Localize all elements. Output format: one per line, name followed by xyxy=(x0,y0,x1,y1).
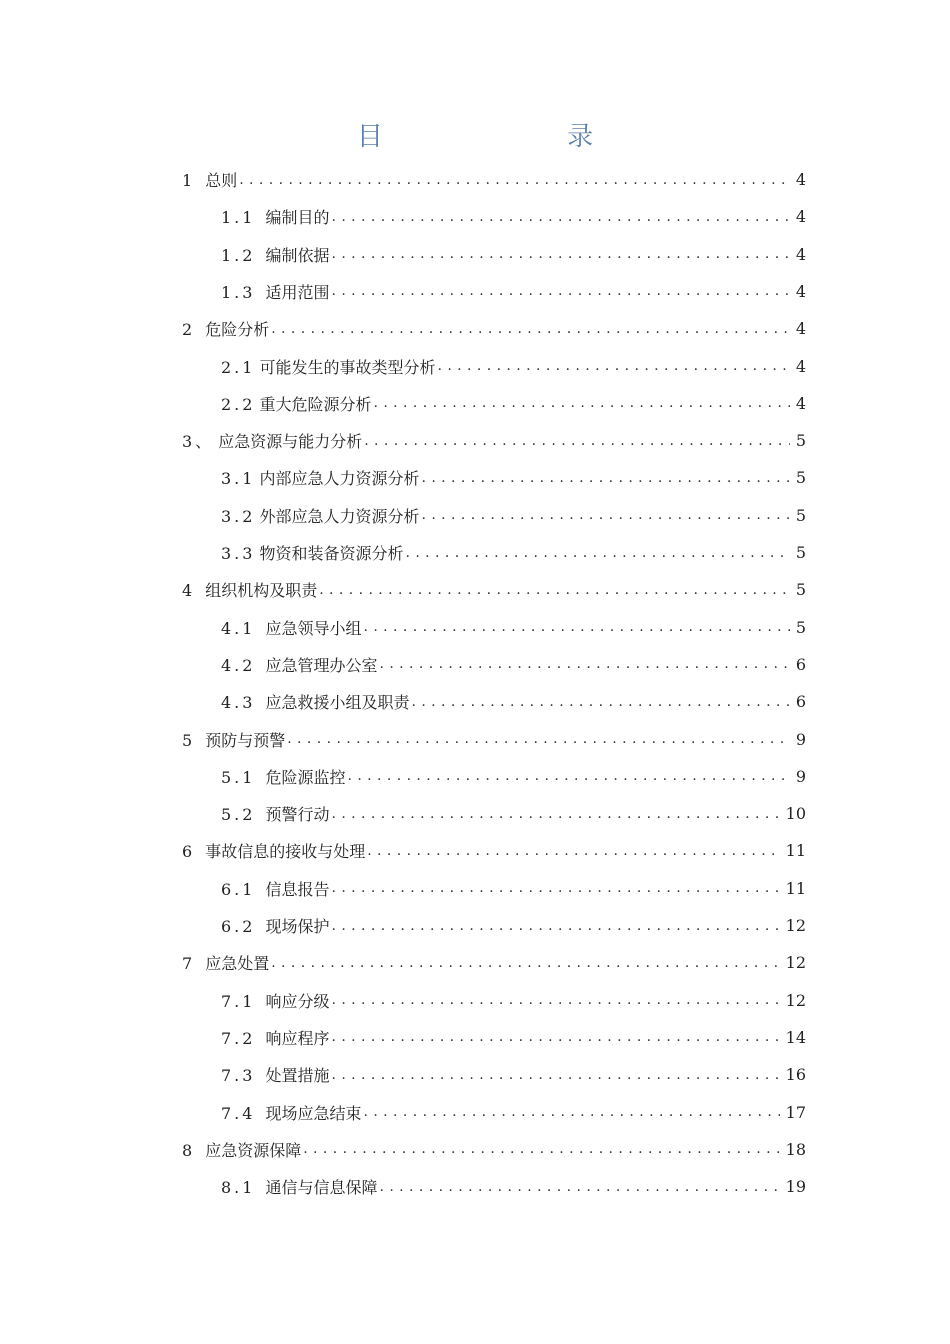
toc-entry-page: 5 xyxy=(795,431,806,451)
toc-entry[interactable] xyxy=(182,310,806,347)
toc-entry-text: 重大危险源分析 xyxy=(259,394,372,414)
toc-entry-number: 4.2 xyxy=(221,655,256,675)
toc-leader-dots xyxy=(437,358,789,374)
toc-entry-text: 适用范围 xyxy=(265,282,330,302)
toc-entry-label xyxy=(182,728,285,751)
toc-entry-number: 2 xyxy=(182,320,196,340)
toc-entry-number: 7.2 xyxy=(221,1028,256,1048)
toc-leader-dots xyxy=(287,731,790,747)
toc-entry-text: 编制依据 xyxy=(265,245,330,265)
toc-entry-page: 5 xyxy=(795,580,806,600)
toc-entry[interactable] xyxy=(221,1168,806,1205)
toc-entry-page: 5 xyxy=(795,468,806,488)
toc-entry-number: 3.1 xyxy=(221,469,256,489)
toc-entry[interactable] xyxy=(221,609,806,646)
toc-entry-number: 3.2 xyxy=(221,506,256,526)
toc-entry[interactable] xyxy=(182,571,806,608)
toc-entry-number: 8 xyxy=(182,1140,196,1160)
toc-entry-label xyxy=(221,1026,329,1049)
toc-leader-dots xyxy=(364,433,790,449)
toc-entry-page: 4 xyxy=(795,281,806,301)
toc-entry-number: 2.2 xyxy=(221,394,256,414)
toc-entry-text: 组织机构及职责 xyxy=(205,581,318,601)
toc-leader-dots xyxy=(331,1067,779,1083)
toc-entry[interactable] xyxy=(221,982,806,1019)
toc-entry-page: 5 xyxy=(795,617,806,637)
toc-leader-dots xyxy=(331,880,779,896)
toc-entry-label xyxy=(221,541,403,564)
toc-entry-text: 应急救援小组及职责 xyxy=(265,693,410,713)
toc-entry-page: 4 xyxy=(795,356,806,376)
toc-leader-dots xyxy=(347,768,789,784)
toc-entry-number: 1.2 xyxy=(221,245,256,265)
toc-entry-label xyxy=(221,205,329,228)
toc-entry-page: 5 xyxy=(795,543,806,562)
toc-entry-number: 6.1 xyxy=(221,879,256,899)
toc-entry-text: 应急处置 xyxy=(205,954,270,974)
toc-entry-page: 4 xyxy=(795,207,806,227)
toc-leader-dots xyxy=(363,619,789,635)
toc-entry[interactable] xyxy=(221,1019,806,1056)
toc-entry-page: 11 xyxy=(785,878,806,898)
toc-entry-text: 应急领导小组 xyxy=(265,618,362,638)
toc-entry-page: 9 xyxy=(795,766,806,786)
toc-leader-dots xyxy=(239,172,790,188)
toc-entry-text: 物资和装备资源分析 xyxy=(259,544,404,563)
toc-leader-dots xyxy=(271,321,790,337)
toc-entry-number: 3.3 xyxy=(221,544,256,563)
toc-entry-number: 7.1 xyxy=(221,991,256,1011)
toc-entry-page: 12 xyxy=(785,953,806,973)
toc-entry-number: 7 xyxy=(182,954,196,974)
toc-entry-label xyxy=(182,1138,301,1161)
toc-entry[interactable] xyxy=(221,646,806,683)
toc-entry-page: 6 xyxy=(795,654,806,674)
toc-entry-text: 信息报告 xyxy=(265,879,330,899)
toc-entry[interactable] xyxy=(221,534,806,571)
toc-leader-dots xyxy=(379,656,789,672)
toc-entry[interactable] xyxy=(221,795,806,832)
toc-entry-number: 4.3 xyxy=(221,693,256,713)
toc-entry-page: 5 xyxy=(795,505,806,525)
toc-entry[interactable] xyxy=(182,721,806,758)
toc-leader-dots xyxy=(379,1179,779,1195)
toc-entry-text: 编制目的 xyxy=(265,208,330,228)
toc-entry[interactable] xyxy=(182,422,806,459)
toc-leader-dots xyxy=(331,246,789,262)
toc-entry-label xyxy=(221,653,377,676)
toc-leader-dots xyxy=(319,582,790,598)
toc-entry-text: 预警行动 xyxy=(265,805,330,825)
toc-entry-text: 危险源监控 xyxy=(265,767,346,787)
toc-leader-dots xyxy=(331,918,779,934)
toc-entry[interactable] xyxy=(182,161,806,198)
toc-entry-label xyxy=(221,765,345,788)
toc-entry-text: 外部应急人力资源分析 xyxy=(259,506,420,526)
toc-entry-label xyxy=(221,989,329,1012)
toc-entry-text: 危险分析 xyxy=(205,320,270,340)
toc-entry-label xyxy=(182,429,362,452)
toc-entry[interactable] xyxy=(182,944,806,981)
toc-entry-label xyxy=(182,951,269,974)
toc-entry-number: 4.1 xyxy=(221,618,256,638)
toc-entry-number: 5.1 xyxy=(221,767,256,787)
toc-leader-dots xyxy=(421,470,789,486)
toc-entry-text: 现场应急结束 xyxy=(265,1103,362,1123)
toc-entry-label xyxy=(221,914,329,937)
toc-leader-dots xyxy=(271,955,779,971)
toc-entry-page: 16 xyxy=(785,1065,806,1085)
toc-entry-label xyxy=(221,392,371,415)
toc-entry-page: 4 xyxy=(795,244,806,264)
toc-entry-label xyxy=(221,877,329,900)
toc-entry[interactable] xyxy=(182,832,806,869)
toc-entry[interactable] xyxy=(221,497,806,534)
toc-entry-label xyxy=(221,802,329,825)
toc-entry-label xyxy=(221,1063,329,1086)
toc-leader-dots xyxy=(373,395,789,411)
toc-entry[interactable] xyxy=(221,870,806,907)
toc-entry-number: 4 xyxy=(182,581,196,601)
toc-leader-dots xyxy=(421,507,789,523)
toc-entry-page: 10 xyxy=(785,804,806,824)
toc-leader-dots xyxy=(331,1029,779,1045)
toc-entry-label xyxy=(221,243,329,266)
toc-entry-page: 18 xyxy=(785,1139,806,1159)
toc-leader-dots xyxy=(363,1104,779,1120)
toc-leader-dots xyxy=(367,843,779,859)
toc-entry-page: 12 xyxy=(785,990,806,1010)
toc-entry-text: 应急资源与能力分析 xyxy=(218,432,363,452)
toc-entry-page: 17 xyxy=(785,1102,806,1122)
toc-entry-page: 19 xyxy=(785,1177,806,1197)
toc-entry[interactable] xyxy=(221,1056,806,1093)
toc-entry-label xyxy=(221,280,329,303)
toc-leader-dots xyxy=(411,694,789,710)
toc-entry-page: 4 xyxy=(795,170,806,189)
toc-leader-dots xyxy=(331,806,779,822)
toc-entry[interactable] xyxy=(221,385,806,422)
toc-entry-page: 11 xyxy=(785,841,806,861)
toc-entry[interactable] xyxy=(221,683,806,720)
toc-entry-number: 5 xyxy=(182,730,196,750)
toc-entry[interactable] xyxy=(221,348,806,385)
toc-entry-text: 内部应急人力资源分析 xyxy=(259,469,420,489)
toc-entry-text: 处置措施 xyxy=(265,1066,330,1086)
toc-entry-number: 2.1 xyxy=(221,357,256,377)
toc-entry-label xyxy=(221,504,419,527)
toc-entry-text: 事故信息的接收与处理 xyxy=(205,842,366,862)
toc-entry-text: 预防与预警 xyxy=(205,730,286,750)
toc-entry-label xyxy=(182,317,269,340)
toc-entry-page: 4 xyxy=(795,319,806,339)
toc-entry-label xyxy=(221,690,409,713)
toc-entry-text: 应急管理办公室 xyxy=(265,655,378,675)
toc-entry[interactable] xyxy=(221,236,806,273)
toc-entry[interactable] xyxy=(221,907,806,944)
toc-entry-page: 14 xyxy=(785,1027,806,1047)
toc-entry-number: 7.3 xyxy=(221,1066,256,1086)
toc-entry-number: 1.3 xyxy=(221,282,256,302)
toc-entry-text: 通信与信息保障 xyxy=(265,1178,378,1198)
toc-leader-dots xyxy=(331,209,789,225)
toc-leader-dots xyxy=(331,283,789,299)
toc-entry-page: 9 xyxy=(795,729,806,749)
toc-title: 目 录 xyxy=(356,122,682,152)
toc-entry-label xyxy=(182,839,365,862)
toc-entry-page: 12 xyxy=(785,916,806,935)
toc-entry-page: 6 xyxy=(795,692,806,712)
toc-entry-label xyxy=(221,466,419,489)
toc-entry-text: 响应分级 xyxy=(265,991,330,1011)
toc-entry-text: 应急资源保障 xyxy=(205,1140,302,1160)
toc-entry-text: 可能发生的事故类型分析 xyxy=(259,357,436,377)
toc-entry-label xyxy=(221,616,361,639)
toc-entry-number: 5.2 xyxy=(221,805,256,825)
toc-entry-number: 1.1 xyxy=(221,208,256,228)
toc-entry-label xyxy=(182,168,237,191)
toc-entry-number: 7.4 xyxy=(221,1103,256,1123)
toc-entry-label xyxy=(182,578,317,601)
toc-entry[interactable] xyxy=(221,758,806,795)
toc-entry-text: 现场保护 xyxy=(265,917,330,936)
toc-leader-dots xyxy=(331,992,779,1008)
toc-entry[interactable] xyxy=(182,1131,806,1168)
toc-entry-number: 6.2 xyxy=(221,917,256,936)
toc-entry-label xyxy=(221,1175,377,1198)
toc-entry-number: 3、 xyxy=(182,432,215,452)
toc-leader-dots xyxy=(405,545,789,561)
toc-entry-label xyxy=(221,1101,361,1124)
toc-entry[interactable] xyxy=(221,1094,806,1131)
toc-entry-number: 6 xyxy=(182,842,196,862)
toc-entry-number: 1 xyxy=(182,171,196,190)
toc-entry-page: 4 xyxy=(795,393,806,413)
toc-entry-text: 响应程序 xyxy=(265,1028,330,1048)
toc-entry-text: 总则 xyxy=(205,171,238,190)
toc-entry-number: 8.1 xyxy=(221,1178,256,1198)
toc-entry[interactable] xyxy=(221,459,806,496)
toc-entry[interactable] xyxy=(221,273,806,310)
toc-entry[interactable] xyxy=(221,198,806,235)
toc-entry-label xyxy=(221,355,435,378)
toc-leader-dots xyxy=(303,1141,779,1157)
